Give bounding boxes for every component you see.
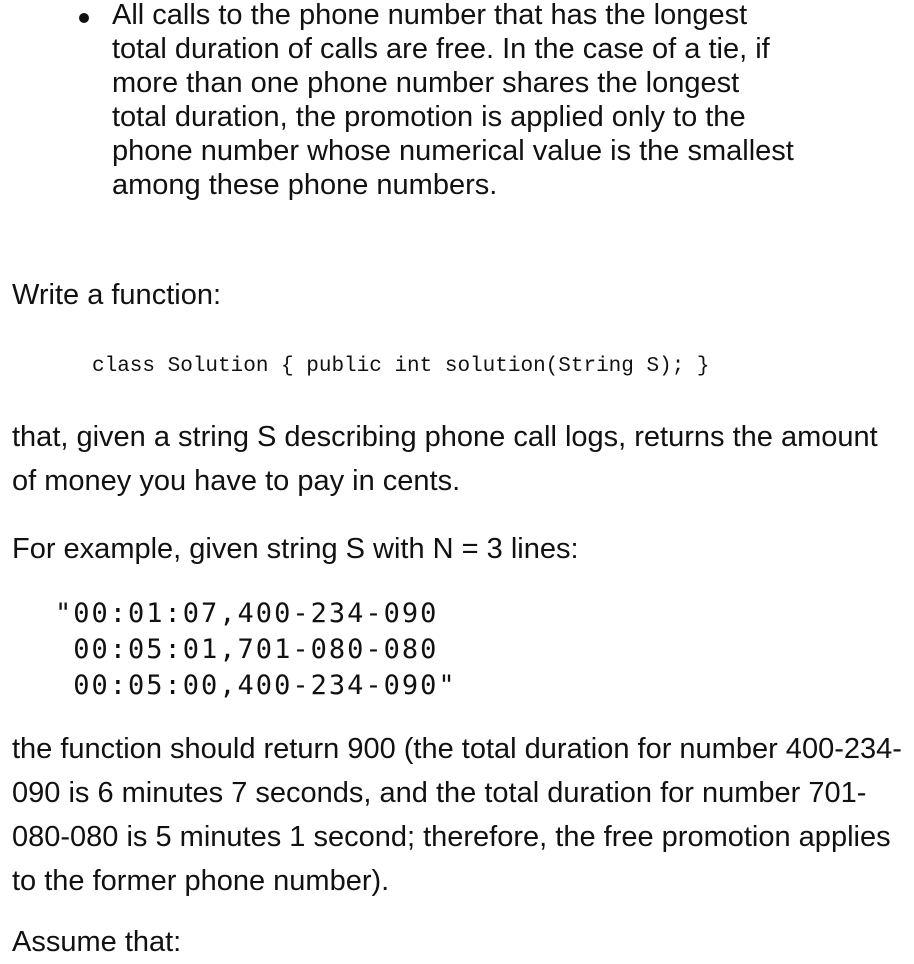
explanation-text: the function should return 900 (the total duration for number 400-234-090 is 6 minutes 7 seconds, and the total duration for number 701-080-080 is 5 minutes 1 second; therefore, the free promotion applies to the former phone number). [12,733,902,897]
example-intro-text: For example, given string S with N = 3 lines: [12,533,579,565]
code-line: 00:05:01,701-080-080 [55,634,439,665]
intro-text: Write a function: [12,279,222,311]
code-line: 00:05:00,400-234-090" [55,670,457,701]
bullet-icon [79,13,89,23]
bullet-text: All calls to the phone number that has the longest total duration of calls are free. In the case of a tie, if more than one phone number shares the longest total duration, the promotion is applied only to the phone number whose numerical value is the smallest among these phone numbers. [112,0,794,201]
example-input [55,596,457,704]
rules-list [76,0,796,202]
assume-text: Assume that: [12,926,182,958]
description-text: that, given a string S describing phone call logs, returns the amount of money you have to pay in cents. [12,421,878,497]
function-signature: class Solution { public int solution(String S); } [92,355,710,378]
list-item [76,0,796,202]
code-line: "00:01:07,400-234-090 [55,598,439,629]
